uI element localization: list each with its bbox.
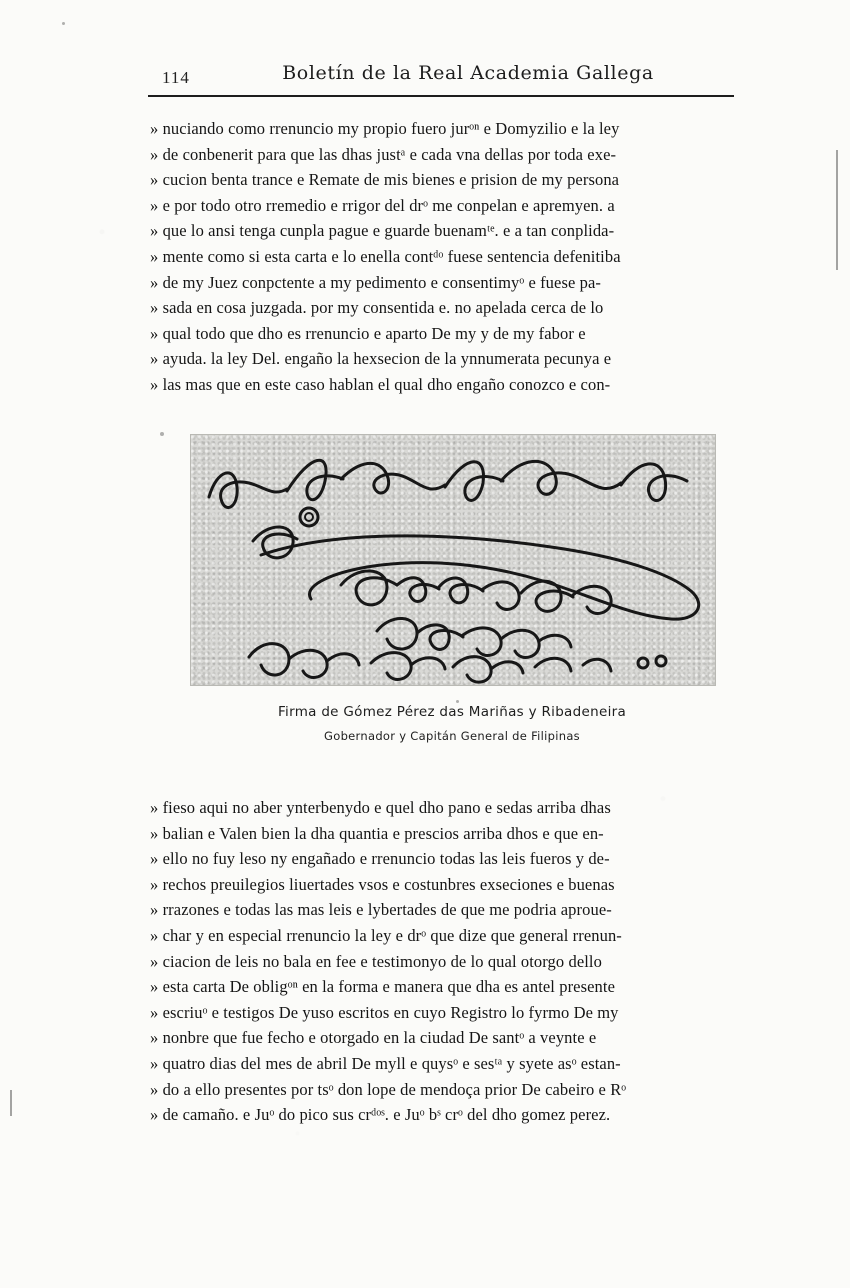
text-line: » nuciando como rrenuncio my propio fuero jurᵒⁿ e Domyzilio e la ley: [150, 119, 620, 138]
folio-number: 114: [162, 68, 190, 87]
running-title: Boletín de la Real Academia Gallega: [282, 62, 654, 84]
text-line: » ayuda. la ley Del. engaño la hexsecion de la ynnumerata pecunya e: [150, 349, 612, 369]
text-line: » rrazones e todas las mas leis e lybertades de que me podria aproue-: [150, 900, 612, 920]
text-line: » rechos preuilegios liuertades vsos e costunbres exseciones e buenas: [150, 874, 615, 894]
text-line: » escriuᵒ e testigos De yuso escritos en cuyo Registro lo fyrmo De my: [150, 1002, 619, 1022]
page-edge-mark: [10, 1090, 12, 1116]
page-header: [138, 62, 738, 96]
signature-facsimile-image: [190, 434, 716, 686]
text-line: » ciacion de leis no bala en fee e testimonyo de lo qual otorgo dello: [150, 951, 602, 971]
text-line: » ello no fuy leso ny engañado e rrenuncio todas las leis fueros y de-: [150, 849, 610, 869]
text-line: » cucion benta trance e Remate de mis bienes e prision de my persona: [150, 170, 620, 190]
text-line: » las mas que en este caso hablan el qual dho engaño conozco e con-: [150, 374, 611, 394]
text-line: » mente como si esta carta e lo enella contᵈᵒ fuese sentencia defenitiba: [150, 246, 621, 266]
text-line: » que lo ansi tenga cunpla pague e guarde buenamᵗᵉ. e a tan conplida-: [150, 221, 615, 241]
text-line: » de my Juez conpctente a my pedimento e consentimyᵒ e fuese pa-: [150, 272, 601, 292]
page-edge-mark: [836, 150, 838, 270]
text-line: » do a ello presentes por tsᵒ don lope de mendoça prior De cabeiro e Rᵒ: [150, 1079, 627, 1099]
text-line: » de camaño. e Juᵒ do pico sus crᵈᵒˢ. e Juᵒ bˢ crᵒ del dho gomez perez.: [150, 1105, 611, 1125]
text-line: » quatro dias del mes de abril De myll e quysᵒ e sesᵗᵃ y syete asᵒ estan-: [150, 1053, 621, 1073]
text-line: » qual todo que dho es rrenuncio e aparto De my y de my fabor e: [150, 323, 586, 343]
body-text-bottom: [150, 795, 734, 1128]
text-line: » de conbenerit para que las dhas justᵃ e cada vna dellas por toda exe-: [150, 144, 617, 164]
figure-signature: [190, 434, 714, 743]
text-line: » sada en cosa juzgada. por my consentida e. no apelada cerca de lo: [150, 298, 604, 318]
text-line: » nonbre que fue fecho e otorgado en la ciudad De santᵒ a veynte e: [150, 1028, 597, 1048]
text-line: » fieso aqui no aber ynterbenydo e quel dho pano e sedas arriba dhas: [150, 798, 611, 817]
text-line: » char y en especial rrenuncio la ley e drᵒ que dize que general rrenun-: [150, 925, 622, 945]
text-line: » balian e Valen bien la dha quantia e prescios arriba dhos e que en-: [150, 823, 604, 843]
text-line: » esta carta De obligᵒⁿ en la forma e manera que dha es antel presente: [150, 977, 615, 997]
header-rule: [148, 95, 734, 97]
text-line: » e por todo otro rremedio e rrigor del drᵒ me conpelan e apremyen. a: [150, 195, 615, 215]
figure-caption: Firma de Gómez Pérez das Mariñas y Ribadeneira: [277, 704, 627, 720]
body-text-top: [150, 116, 734, 398]
paper-speck: [62, 22, 65, 25]
figure-subcaption: Gobernador y Capitán General de Filipinas: [324, 729, 580, 743]
page-content: [138, 0, 738, 1288]
